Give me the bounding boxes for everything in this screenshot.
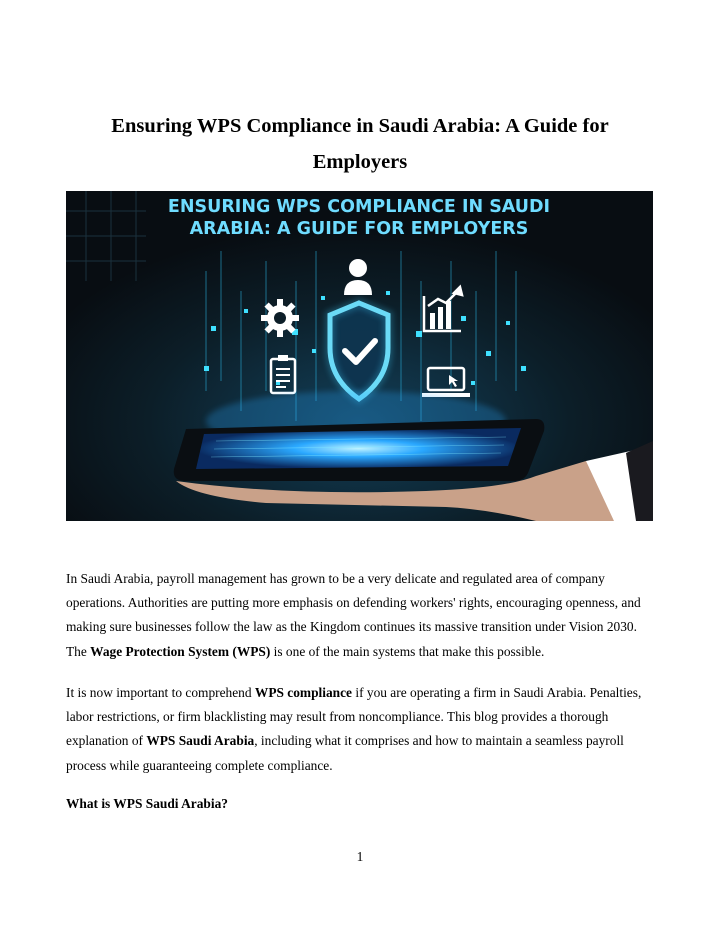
compliance-bold-2: WPS Saudi Arabia	[146, 733, 255, 749]
banner-line-1: ENSURING WPS COMPLIANCE IN SAUDI	[167, 197, 551, 217]
hero-image	[66, 191, 653, 521]
intro-text-1: In Saudi Arabia, payroll management has grown to be a very delicate and regulated area of company operations. Authorities are putting more emphasis on defending workers' rights, encouraging openness, and making sure businesses follow the law as the Kingdom continues its massive transition under Vision 2030. The	[66, 571, 641, 659]
intro-text-2: is one of the main systems that make this possible.	[270, 643, 545, 659]
gear-icon	[261, 299, 299, 337]
intro-bold-wps: Wage Protection System (WPS)	[90, 643, 271, 659]
section-heading: What is WPS Saudi Arabia?	[66, 796, 228, 811]
intro-paragraph	[66, 567, 656, 664]
compliance-text-3: , including what it comprises and how to maintain a seamless payroll process while guaranteeing complete compliance.	[66, 733, 624, 773]
page-number: 1	[356, 849, 364, 864]
compliance-bold-1: WPS compliance	[254, 685, 352, 700]
banner-line-2: ARABIA: A GUIDE FOR EMPLOYERS	[189, 219, 529, 239]
shield-check-icon	[330, 303, 388, 399]
compliance-text-2: if you are operating a firm in Saudi Arabia. Penalties, labor restrictions, or firm blacklisting may result from noncompliance. This blog provides a thorough explanation of	[66, 685, 642, 749]
document-title: Ensuring WPS Compliance in Saudi Arabia: A Guide for Employers	[111, 115, 609, 173]
compliance-paragraph	[66, 681, 656, 778]
compliance-text-1: It is now important to comprehend	[66, 685, 255, 700]
